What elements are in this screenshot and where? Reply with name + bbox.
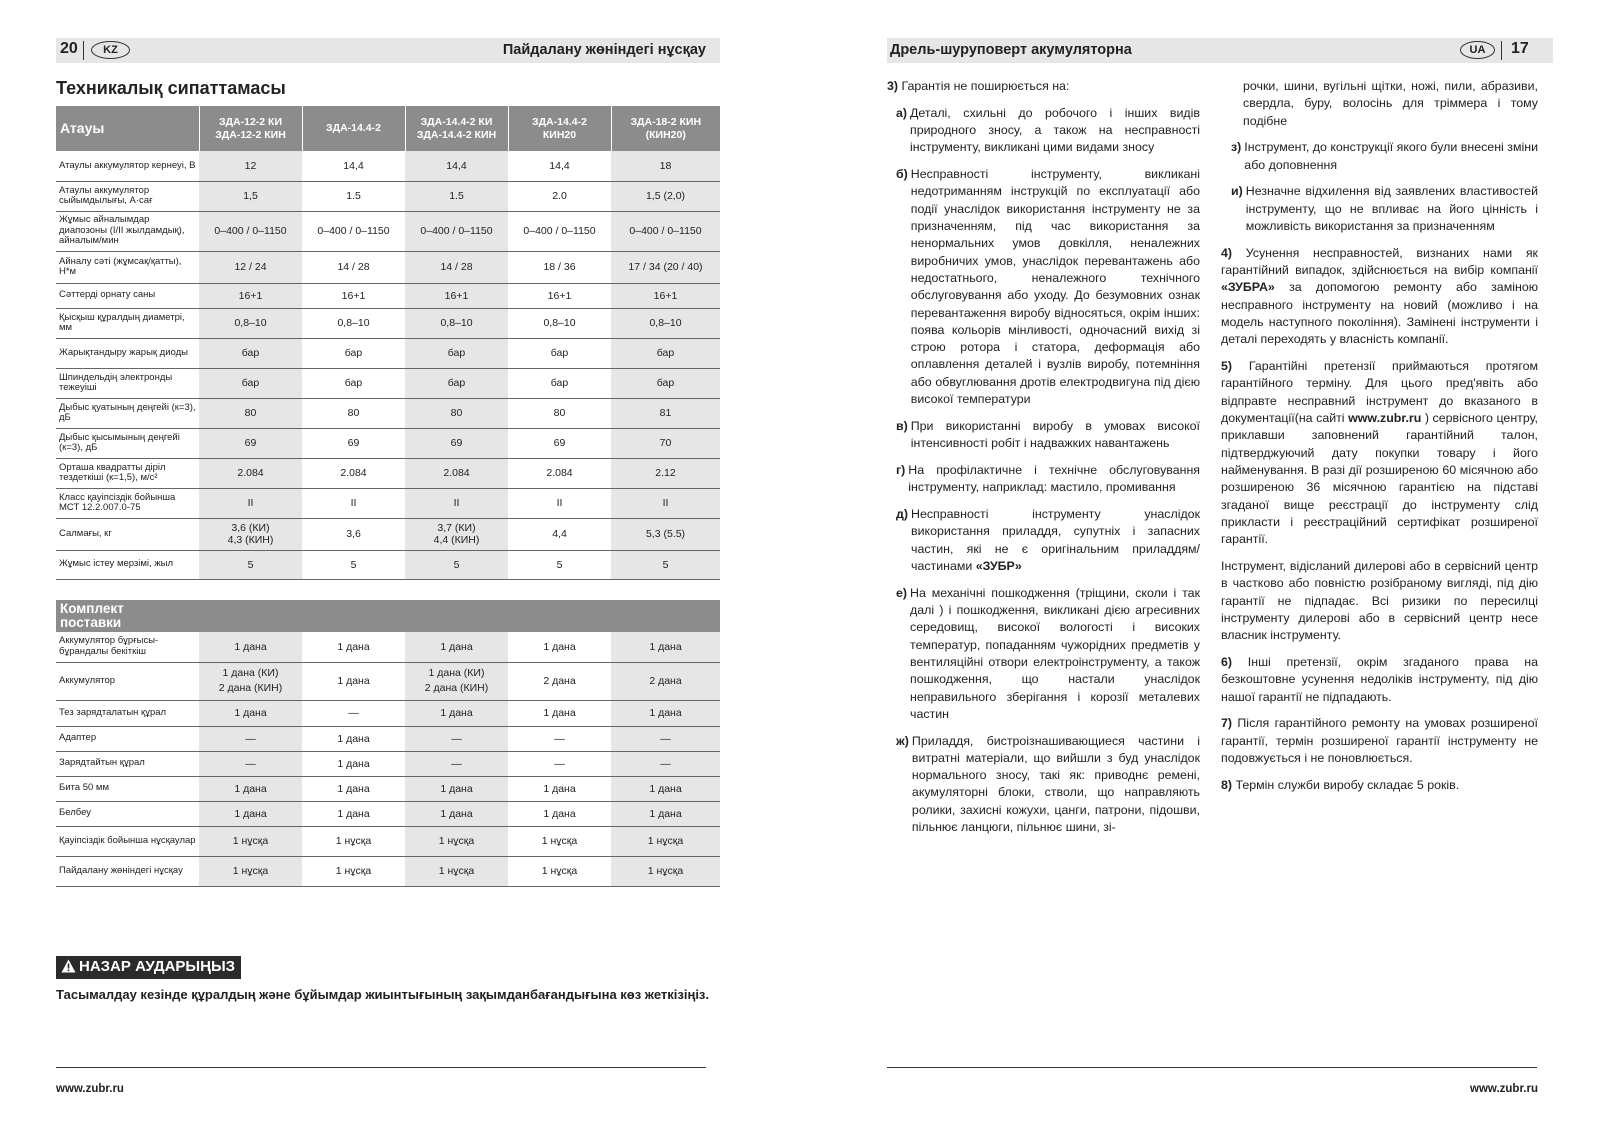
site-url: www.zubr.ru bbox=[1348, 411, 1422, 426]
point-number: 7) bbox=[1221, 716, 1233, 731]
spec-value: 14 / 28 bbox=[405, 251, 508, 283]
kit-table-header bbox=[56, 600, 720, 632]
warranty-subitem bbox=[896, 506, 1200, 575]
brand-name: «ЗУБРА» bbox=[1221, 280, 1275, 295]
kit-item-qty: 1 дана bbox=[405, 776, 508, 801]
spec-value: 5 bbox=[508, 550, 611, 579]
spec-row bbox=[56, 488, 720, 518]
language-badge: KZ bbox=[91, 41, 130, 59]
warranty-column-1 bbox=[887, 78, 1200, 846]
spec-value: 16+1 bbox=[508, 283, 611, 308]
spec-value: 69 bbox=[405, 428, 508, 458]
kit-item-qty: 1 дана bbox=[508, 700, 611, 726]
spec-value: 4,4 bbox=[508, 518, 611, 550]
spec-value: 2.084 bbox=[302, 458, 405, 488]
kit-item-qty: — bbox=[508, 751, 611, 776]
kit-row bbox=[56, 662, 720, 700]
column-header-model: ЗДА-14.4-2 КИН20 bbox=[508, 106, 611, 151]
kit-item-qty: 1 дана bbox=[508, 801, 611, 826]
warranty-subitem bbox=[1231, 183, 1538, 235]
spec-row bbox=[56, 211, 720, 251]
spec-value: 2.084 bbox=[199, 458, 302, 488]
kit-item-qty: 1 нұсқа bbox=[405, 856, 508, 886]
spec-value: 70 bbox=[611, 428, 720, 458]
spec-value: II bbox=[199, 488, 302, 518]
spec-value: бар bbox=[508, 338, 611, 368]
kit-item-qty: 1 дана (КИ) 2 дана (КИН) bbox=[199, 662, 302, 700]
kit-row bbox=[56, 776, 720, 801]
spec-row bbox=[56, 368, 720, 398]
subitem-marker: д) bbox=[896, 507, 908, 522]
spec-label: Дыбыс қысымының деңгейі (к=3), дБ bbox=[56, 428, 199, 458]
kit-item-qty: — bbox=[199, 726, 302, 751]
warranty-subitem bbox=[896, 585, 1200, 723]
kit-item-qty: 1 нұсқа bbox=[508, 826, 611, 856]
subitem-marker: е) bbox=[896, 585, 908, 600]
kit-item-qty: — bbox=[302, 700, 405, 726]
kit-row bbox=[56, 700, 720, 726]
spec-row bbox=[56, 338, 720, 368]
kit-table-title: Комплект поставки bbox=[60, 601, 124, 630]
kit-item-qty: 2 дана bbox=[508, 662, 611, 700]
footer-url: www.zubr.ru bbox=[56, 1083, 124, 1095]
header-divider bbox=[1501, 41, 1502, 60]
point-text: за допомогою ремонту або заміною несправного інструменту на новий (можливо і на модель наступного покоління). Замінені інструменти і деталі переходять у власність компанії. bbox=[1221, 280, 1538, 347]
right-page bbox=[887, 0, 1553, 1132]
column-header-model: ЗДА-14.4-2 КИ ЗДА-14.4-2 КИН bbox=[405, 106, 508, 151]
kit-item-qty: 1 дана bbox=[611, 700, 720, 726]
dealer-paragraph: Інструмент, відісланий дилерові або в сервісний центр в частково або повністю розібраному вигляді, під дію гарантії не підпадає. Всі ризики по пересилці інструменту дилерові або в сервісний центр несе власник інструменту. bbox=[1221, 558, 1538, 643]
kit-item-qty: 1 дана bbox=[302, 662, 405, 700]
spec-value: 0–400 / 0–1150 bbox=[611, 211, 720, 251]
spec-value: 14,4 bbox=[508, 151, 611, 181]
spec-label: Атаулы аккумулятор кернеуі, В bbox=[56, 151, 199, 181]
spec-value: 2.084 bbox=[508, 458, 611, 488]
point-text: ) сервісного центру, приклавши заповнений гарантійний талон, підтверджуючий дату покупки товару і його найменування. В разі дії розширеною 60 місячною або розширеною 36 місячною гарантією на підставі згаданої вище реєстрації до інструменту слід прикласти і реєстраційний сертифікат розширеної гарантії. bbox=[1221, 411, 1538, 547]
column-header-model: ЗДА-14.4-2 bbox=[302, 106, 405, 151]
subitem-marker: б) bbox=[896, 167, 908, 182]
footer-line bbox=[56, 1067, 706, 1068]
kit-table bbox=[56, 600, 720, 887]
kit-item-qty: 1 нұсқа bbox=[611, 856, 720, 886]
header-title: Пайдалану жөніндегі нұсқау bbox=[502, 42, 706, 58]
column-header-model: ЗДА-12-2 КИ ЗДА-12-2 КИН bbox=[199, 106, 302, 151]
spec-value: 14 / 28 bbox=[302, 251, 405, 283]
spec-value: 80 bbox=[508, 398, 611, 428]
point-number: 4) bbox=[1221, 245, 1233, 260]
kit-item-qty: 1 дана bbox=[508, 632, 611, 662]
kit-item-label: Зарядтайтын құрал bbox=[56, 751, 199, 776]
spec-value: 80 bbox=[302, 398, 405, 428]
kit-item-label: Пайдалану жөніндегі нұсқау bbox=[56, 856, 199, 886]
spec-value: бар bbox=[199, 368, 302, 398]
spec-value: 2.12 bbox=[611, 458, 720, 488]
spec-table-header bbox=[56, 106, 720, 151]
kit-item-label: Бита 50 мм bbox=[56, 776, 199, 801]
subitem-text: Інструмент, до конструкції якого були внесені зміни або доповнення bbox=[1244, 140, 1538, 172]
spec-value: бар bbox=[611, 368, 720, 398]
spec-value: 80 bbox=[199, 398, 302, 428]
kit-item-qty: 1 дана bbox=[199, 632, 302, 662]
point-text: Гарантія не поширюється на: bbox=[901, 79, 1070, 93]
spec-row bbox=[56, 181, 720, 211]
spec-row bbox=[56, 428, 720, 458]
spec-row bbox=[56, 458, 720, 488]
warranty-point-8 bbox=[1221, 777, 1538, 794]
spec-label: Дыбыс қуатының деңгейі (к=3), дБ bbox=[56, 398, 199, 428]
spec-row bbox=[56, 151, 720, 181]
kit-item-qty: 1 дана bbox=[611, 632, 720, 662]
kit-item-label: Адаптер bbox=[56, 726, 199, 751]
warranty-subitem bbox=[896, 733, 1200, 837]
kit-row bbox=[56, 856, 720, 886]
spec-value: 16+1 bbox=[302, 283, 405, 308]
spec-value: 69 bbox=[508, 428, 611, 458]
spec-value: 2.0 bbox=[508, 181, 611, 211]
subitem-text bbox=[911, 506, 1200, 575]
kit-item-qty: — bbox=[405, 726, 508, 751]
warranty-subitem bbox=[896, 166, 1200, 408]
language-badge: UA bbox=[1460, 41, 1495, 59]
spec-value: 2.084 bbox=[405, 458, 508, 488]
spec-value: 1.5 bbox=[405, 181, 508, 211]
spec-value: 14,4 bbox=[405, 151, 508, 181]
point-text: Інші претензії, окрім згаданого права на безкоштовне усунення недоліків інструменту, під дію нашої гарантії не підпадають. bbox=[1221, 654, 1538, 704]
spec-value: II bbox=[302, 488, 405, 518]
kit-item-qty: 1 дана bbox=[508, 776, 611, 801]
spec-label: Жұмыс айналымдар диапозоны (I/II жылдамдық), айналым/мин bbox=[56, 211, 199, 251]
brand-name: «ЗУБР» bbox=[975, 558, 1022, 573]
spec-row bbox=[56, 398, 720, 428]
page-number: 17 bbox=[1511, 40, 1529, 57]
warranty-subitem bbox=[1231, 139, 1538, 174]
kit-item-qty: — bbox=[508, 726, 611, 751]
point-number: 3) bbox=[887, 79, 899, 93]
spec-value: 1,5 bbox=[199, 181, 302, 211]
kit-item-qty: 1 дана (КИ) 2 дана (КИН) bbox=[405, 662, 508, 700]
point-text: Після гарантійного ремонту на умовах розширеної гарантії, термін розширеної гарантії інструменту не подовжується і не поновлюється. bbox=[1221, 716, 1538, 765]
point-text: Гарантійні претензії приймаються протягом гарантійного терміну. Для цього пред'явіть або відправте несправний інструмент до вказаного в документації(на сайті bbox=[1221, 359, 1538, 426]
spec-value: 1,5 (2,0) bbox=[611, 181, 720, 211]
spec-label: Шпиндельдің электронды тежеуіші bbox=[56, 368, 199, 398]
spec-value: 3,6 bbox=[302, 518, 405, 550]
spec-value: 16+1 bbox=[199, 283, 302, 308]
header-divider bbox=[83, 41, 84, 60]
spec-value: II bbox=[611, 488, 720, 518]
kit-item-qty: — bbox=[611, 751, 720, 776]
spec-value: 0,8–10 bbox=[405, 308, 508, 338]
spec-value: 0–400 / 0–1150 bbox=[199, 211, 302, 251]
kit-item-qty: — bbox=[611, 726, 720, 751]
kit-item-qty: 1 нұсқа bbox=[508, 856, 611, 886]
spec-label: Жарықтандыру жарық диоды bbox=[56, 338, 199, 368]
footer-url: www.zubr.ru bbox=[1470, 1083, 1538, 1095]
subitem-marker: г) bbox=[896, 462, 906, 477]
spec-value: 81 bbox=[611, 398, 720, 428]
warranty-column-2 bbox=[1221, 78, 1538, 803]
left-page bbox=[56, 0, 720, 1132]
spec-value: II bbox=[508, 488, 611, 518]
warranty-point-6 bbox=[1221, 654, 1538, 706]
spec-value: бар bbox=[199, 338, 302, 368]
point-number: 6) bbox=[1221, 654, 1233, 669]
warranty-point-7 bbox=[1221, 715, 1538, 767]
right-page-header bbox=[887, 38, 1553, 63]
point-text: Термін служби виробу складає 5 років. bbox=[1235, 777, 1460, 792]
kit-row bbox=[56, 632, 720, 662]
kit-item-qty: 1 дана bbox=[405, 801, 508, 826]
subitem-text: При використанні виробу в умовах високої інтенсивності робіт і надважких навантажень bbox=[910, 418, 1200, 451]
spec-row bbox=[56, 518, 720, 550]
spec-label: Қысқыш құралдың диаметрі, мм bbox=[56, 308, 199, 338]
page-number: 20 bbox=[60, 40, 78, 57]
spec-value: бар bbox=[405, 338, 508, 368]
spec-label: Жұмыс істеу мерзімі, жыл bbox=[56, 550, 199, 579]
warning-banner bbox=[56, 956, 241, 979]
spec-label: Айналу сәті (жұмсақ/қатты), Н*м bbox=[56, 251, 199, 283]
kit-item-qty: — bbox=[405, 751, 508, 776]
spec-value: 5 bbox=[302, 550, 405, 579]
spec-row bbox=[56, 308, 720, 338]
kit-item-qty: — bbox=[199, 751, 302, 776]
spec-value: 69 bbox=[302, 428, 405, 458]
spec-value: 69 bbox=[199, 428, 302, 458]
spec-value: 5 bbox=[405, 550, 508, 579]
warranty-subitem bbox=[896, 105, 1200, 157]
spec-row bbox=[56, 283, 720, 308]
kit-item-qty: 2 дана bbox=[611, 662, 720, 700]
kit-item-qty: 1 дана bbox=[199, 776, 302, 801]
spec-value: 0–400 / 0–1150 bbox=[508, 211, 611, 251]
point-text: Усунення несправностей, визнаних нами як гарантійний випадок, здійснюється на вибір компанії bbox=[1221, 245, 1538, 278]
column-header-name: Атауы bbox=[56, 106, 199, 151]
spec-value: 0,8–10 bbox=[611, 308, 720, 338]
warranty-point-4 bbox=[1221, 245, 1538, 349]
spec-value: 14,4 bbox=[302, 151, 405, 181]
column-header-model: ЗДА-18-2 КИН (КИН20) bbox=[611, 106, 720, 151]
subitem-text: На механічні пошкодження (тріщини, сколи і так далі ) і пошкодження, викликані дією агресивних середовищ, високої вологості і високих температур, попаданням чужорідних предметів у вентиляційні отвори електроінструменту, а також пошкодження, що настали унаслідок неправильного зберігання і корозії металевих частин bbox=[910, 585, 1200, 721]
subitem-text: Несправності інструменту, викликані недотриманням інструкцій по експлуатації або події унаслідок використання інструменту не за призначенням, під час використання за ненормальних умов довкілля, неналежних виробничих умов, унаслідок перевантажень або недостатнього, неналежного технічного обслуговування або уходу. До безумовних ознак перевантаження виробу відносяться, окрім інших: поява кольорів мінливості, одночасний вихід зі строю ротора і статора, деформація або оплавлення деталей і вузлів виробу, потемніння або обвуглювання дротів електродвигуна під дією високої температури bbox=[910, 167, 1200, 407]
spec-value: 16+1 bbox=[405, 283, 508, 308]
continuation-text: рочки, шини, вугільні щітки, ножі, пили, абразиви, свердла, буру, волосінь для тріммера і тому подібне bbox=[1243, 79, 1538, 128]
spec-label: Атаулы аккумулятор сыйымдылығы, А·сағ bbox=[56, 181, 199, 211]
spec-value: 17 / 34 (20 / 40) bbox=[611, 251, 720, 283]
spec-value: 5 bbox=[611, 550, 720, 579]
kit-item-label: Тез зарядталатын құрал bbox=[56, 700, 199, 726]
kit-item-qty: 1 нұсқа bbox=[199, 826, 302, 856]
warning-title: НАЗАР АУДАРЫҢЫЗ bbox=[79, 958, 236, 975]
spec-value: бар bbox=[302, 338, 405, 368]
left-page-header bbox=[56, 38, 720, 63]
kit-item-qty: 1 дана bbox=[302, 801, 405, 826]
kit-item-qty: 1 нұсқа bbox=[302, 856, 405, 886]
kit-item-qty: 1 нұсқа bbox=[302, 826, 405, 856]
spec-value: 0,8–10 bbox=[199, 308, 302, 338]
spec-value: 0,8–10 bbox=[508, 308, 611, 338]
kit-item-qty: 1 дана bbox=[611, 776, 720, 801]
warranty-subitem bbox=[896, 462, 1200, 497]
spec-value: 0,8–10 bbox=[302, 308, 405, 338]
spec-label: Класс қауіпсіздік бойынша МСТ 12.2.007.0-75 bbox=[56, 488, 199, 518]
kit-row bbox=[56, 751, 720, 776]
spec-value: бар bbox=[405, 368, 508, 398]
warranty-point-5 bbox=[1221, 358, 1538, 548]
spec-value: 5 bbox=[199, 550, 302, 579]
header-title: Дрель-шуруповерт акумуляторна bbox=[890, 42, 1132, 58]
kit-item-label: Қауіпсіздік бойынша нұсқаулар bbox=[56, 826, 199, 856]
point-number: 5) bbox=[1221, 359, 1233, 374]
kit-item-label: Аккумулятор bbox=[56, 662, 199, 700]
section-title: Техникалық сипаттамасы bbox=[56, 78, 286, 98]
spec-row bbox=[56, 251, 720, 283]
kit-row bbox=[56, 726, 720, 751]
kit-item-qty: 1 дана bbox=[405, 632, 508, 662]
spec-value: 1.5 bbox=[302, 181, 405, 211]
subitem-marker: в) bbox=[896, 418, 908, 433]
spec-value: 18 bbox=[611, 151, 720, 181]
point-number: 8) bbox=[1221, 777, 1233, 792]
subitem-text-part: Несправності інструменту унаслідок використання приладдя, супутніх і запасних частин, які не є оригінальним приладдям/частинами bbox=[911, 507, 1200, 573]
spec-value: бар bbox=[611, 338, 720, 368]
kit-item-label: Белбеу bbox=[56, 801, 199, 826]
warranty-point-3 bbox=[887, 78, 1200, 95]
kit-item-qty: 1 дана bbox=[199, 801, 302, 826]
spec-value: 3,6 (КИ) 4,3 (КИН) bbox=[199, 518, 302, 550]
kit-item-qty: 1 дана bbox=[302, 726, 405, 751]
subitem-marker: з) bbox=[1231, 140, 1242, 155]
spec-label: Сәттерді орнату саны bbox=[56, 283, 199, 308]
subitem-marker: а) bbox=[896, 105, 908, 120]
warning-text: Тасымалдау кезінде құралдың және бұйымдар жиынтығының зақымданбағандығына көз жеткізіңіз. bbox=[56, 987, 710, 1002]
kit-row bbox=[56, 826, 720, 856]
spec-value: 16+1 bbox=[611, 283, 720, 308]
spec-value: бар bbox=[508, 368, 611, 398]
subitem-marker: и) bbox=[1231, 184, 1243, 199]
subitem-marker: ж) bbox=[896, 733, 909, 748]
spec-value: 3,7 (КИ) 4,4 (КИН) bbox=[405, 518, 508, 550]
kit-item-label: Аккумулятор бұрғысы-бұрандалы бекіткіш bbox=[56, 632, 199, 662]
spec-value: 80 bbox=[405, 398, 508, 428]
spec-value: 12 bbox=[199, 151, 302, 181]
spec-value: 5,3 (5.5) bbox=[611, 518, 720, 550]
spec-label: Салмағы, кг bbox=[56, 518, 199, 550]
spec-value: 18 / 36 bbox=[508, 251, 611, 283]
spec-value: 12 / 24 bbox=[199, 251, 302, 283]
spec-value: II bbox=[405, 488, 508, 518]
subitem-text: Приладдя, бистроізнашивающиеся частини і витратні матеріали, що вийшли з буд унаслідок нормального зносу, такі як: приводнє ремені, акумуляторні блоки, стволи, що направляють ролики, захисні кожухи, цанги, патрони, підошви, пільнює ланцюги, пільнює шини, зі- bbox=[911, 733, 1200, 835]
kit-item-qty: 1 дана bbox=[611, 801, 720, 826]
spec-value: бар bbox=[302, 368, 405, 398]
warning-icon bbox=[61, 959, 76, 978]
kit-item-qty: 1 дана bbox=[302, 776, 405, 801]
kit-item-qty: 1 дана bbox=[302, 632, 405, 662]
kit-item-qty: 1 дана bbox=[405, 700, 508, 726]
footer-line bbox=[887, 1067, 1537, 1068]
spec-row bbox=[56, 550, 720, 579]
spec-table bbox=[56, 106, 720, 580]
warranty-subitem bbox=[896, 418, 1200, 453]
spec-value: 0–400 / 0–1150 bbox=[405, 211, 508, 251]
subitem-text: Деталі, схильні до робочого і інших видів природного зносу, а також на несправності інструменту, викликані цими видами зносу bbox=[910, 105, 1200, 155]
kit-item-qty: 1 нұсқа bbox=[199, 856, 302, 886]
kit-item-qty: 1 нұсқа bbox=[611, 826, 720, 856]
kit-row bbox=[56, 801, 720, 826]
kit-item-qty: 1 дана bbox=[302, 751, 405, 776]
spec-value: 0–400 / 0–1150 bbox=[302, 211, 405, 251]
kit-item-qty: 1 нұсқа bbox=[405, 826, 508, 856]
subitem-text: Незначне відхилення від заявлених властивостей інструменту, що не впливає на його цінність і можливість використання за призначенням bbox=[1245, 184, 1538, 234]
subitem-text: На профілактичне і технічне обслуговування інструменту, наприклад: мастило, промивання bbox=[908, 462, 1200, 495]
kit-item-qty: 1 дана bbox=[199, 700, 302, 726]
spec-label: Орташа квадратты діріл тездеткіші (к=1,5), м/с² bbox=[56, 458, 199, 488]
